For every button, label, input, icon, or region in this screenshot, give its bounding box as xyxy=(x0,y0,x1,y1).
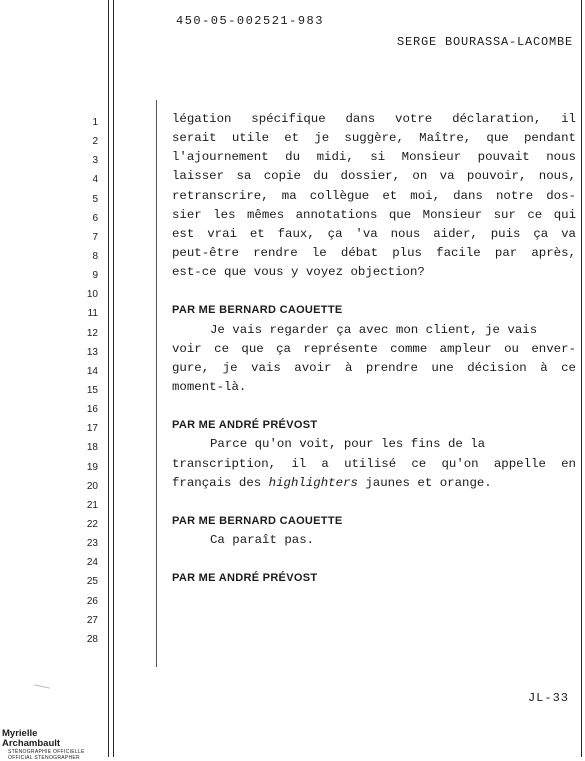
transcript-line: moment-là. xyxy=(172,379,247,394)
left-margin-rule-inner xyxy=(113,0,114,757)
line-number: 7 xyxy=(92,231,98,243)
transcript-line: Ca paraît pas. xyxy=(210,533,315,548)
line-number: 13 xyxy=(86,346,98,358)
blank-line xyxy=(172,493,576,512)
blank-line xyxy=(172,282,576,301)
line-number: 20 xyxy=(86,480,98,492)
text-margin-rule xyxy=(156,100,157,667)
speaker-heading: PAR ME ANDRÉ PRÉVOST xyxy=(172,572,318,585)
italic-term: highlighters xyxy=(268,475,358,490)
transcript-line: peut-être rendre le débat plus facile par après, xyxy=(172,245,576,260)
transcript-line: l'ajournement du midi, si Monsieur pouvait nous xyxy=(172,150,576,165)
line-number: 17 xyxy=(86,423,98,435)
blank-line xyxy=(172,550,576,569)
line-number: 9 xyxy=(92,270,98,282)
scan-mark xyxy=(34,684,50,688)
line-number: 18 xyxy=(86,442,98,454)
line-number: 10 xyxy=(86,289,98,301)
transcript-line: légation spécifique dans votre déclaration, il xyxy=(172,112,576,126)
transcript-line: est vrai et faux, ça 'va nous aider, puis ça va xyxy=(172,226,576,241)
left-margin-rule-outer xyxy=(108,0,109,757)
line-number: 14 xyxy=(86,365,98,377)
transcript-line: Je vais regarder ça avec mon client, je vais xyxy=(210,322,538,337)
line-number: 28 xyxy=(86,633,98,645)
blank-line xyxy=(172,397,576,416)
stenographer-title-fr: STÉNOGRAPHIE OFFICIELLE xyxy=(8,749,85,755)
line-number: 4 xyxy=(92,174,98,186)
transcript-line xyxy=(172,474,576,493)
line-number: 16 xyxy=(86,404,98,416)
transcript-body xyxy=(172,110,576,589)
line-number: 22 xyxy=(86,518,98,530)
line-number: 6 xyxy=(92,212,98,224)
transcript-text: jaunes et orange. xyxy=(357,475,492,490)
right-margin-rule xyxy=(581,0,582,757)
line-number: 8 xyxy=(92,250,98,262)
speaker-heading: PAR ME BERNARD CAOUETTE xyxy=(172,514,343,527)
transcript-text: français des xyxy=(172,475,269,490)
line-number: 5 xyxy=(92,193,98,205)
line-number: 15 xyxy=(86,384,98,396)
line-number: 25 xyxy=(86,576,98,588)
line-number: 26 xyxy=(86,595,98,607)
line-number: 27 xyxy=(86,614,98,626)
document-id: 450-05-002521-983 xyxy=(176,14,324,28)
transcript-line: laisser sa copie du dossier, on va pouvoir, nous, xyxy=(172,169,576,184)
stenographer-name: Myrielle Archambault xyxy=(2,728,61,749)
witness-name: SERGE BOURASSA-LACOMBE xyxy=(396,35,573,49)
transcript-line: transcription, il a utilisé ce qu'on appelle en xyxy=(172,456,576,471)
line-number: 11 xyxy=(87,308,98,320)
stenographer-title-en: OFFICIAL STENOGRAPHER xyxy=(8,755,80,761)
transcript-line: serait utile et je suggère, Maître, que pendant xyxy=(172,131,576,146)
page-code: JL-33 xyxy=(527,691,569,705)
line-number: 19 xyxy=(86,461,98,473)
line-number: 12 xyxy=(86,327,98,339)
stenographer-stamp xyxy=(2,729,86,761)
line-number: 3 xyxy=(92,155,98,167)
line-number: 1 xyxy=(92,117,98,128)
transcript-line: voir ce que ça représente comme ampleur ou enver- xyxy=(172,341,576,356)
line-number: 21 xyxy=(86,499,98,511)
transcript-line: sier les mêmes annotations que Monsieur sur ce qui xyxy=(172,207,576,222)
line-number: 23 xyxy=(86,538,98,550)
line-number: 2 xyxy=(92,136,98,148)
transcript-line: Parce qu'on voit, pour les fins de la xyxy=(210,437,486,452)
line-number: 24 xyxy=(86,557,98,569)
transcript-line: gure, je vais avoir à prendre une décision à ce xyxy=(172,360,576,375)
speaker-heading: PAR ME ANDRÉ PRÉVOST xyxy=(172,419,318,432)
speaker-heading: PAR ME BERNARD CAOUETTE xyxy=(172,304,343,317)
transcript-line: est-ce que vous y voyez objection? xyxy=(172,265,425,280)
transcript-line: retranscrire, ma collègue et moi, dans notre dos- xyxy=(172,188,576,203)
line-numbers xyxy=(82,113,98,649)
